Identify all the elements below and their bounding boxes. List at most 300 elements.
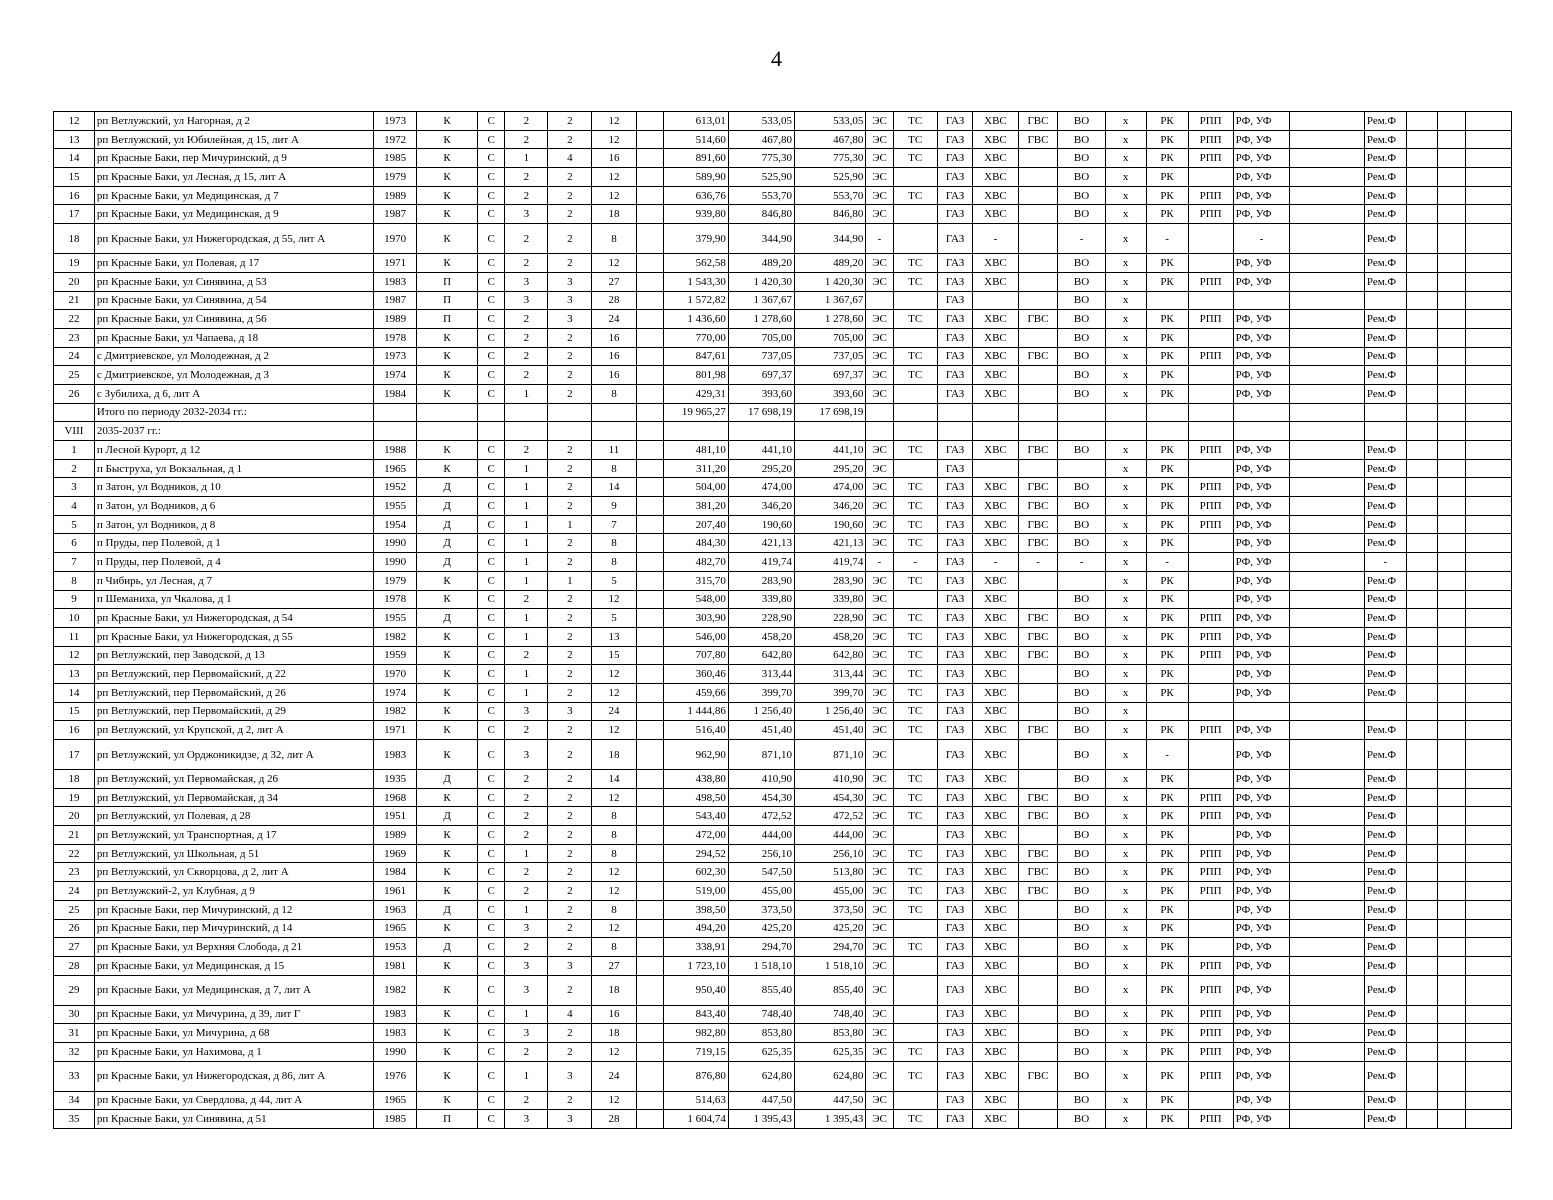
table-cell: Рем.Ф [1364,254,1406,273]
table-cell [1290,168,1365,187]
table-cell [1438,1091,1465,1110]
table-cell: К [417,863,478,882]
table-cell [1465,900,1511,919]
table-cell: ХВС [973,683,1018,702]
table-cell: ЭС [866,149,893,168]
table-cell: РФ, УФ [1233,459,1290,478]
table-cell: 12 [592,863,636,882]
table-cell: 454,30 [728,788,794,807]
table-cell: 474,00 [794,478,865,497]
page-number: 4 [771,46,782,71]
table-cell: 4 [548,1005,592,1024]
table-cell: ВО [1058,441,1105,460]
table-cell [1406,938,1437,957]
table-cell: 1970 [374,665,417,684]
table-cell: х [1105,384,1146,403]
table-cell: ВО [1058,844,1105,863]
table-cell [1018,186,1058,205]
table-cell: 472,00 [663,826,728,845]
table-cell: х [1105,553,1146,572]
table-cell: 2 [54,459,95,478]
table-cell: 562,58 [663,254,728,273]
table-cell: ГВС [1018,515,1058,534]
table-cell: РК [1146,627,1188,646]
table-cell [1018,291,1058,310]
table-cell: 514,60 [663,130,728,149]
table-cell: ВО [1058,938,1105,957]
table-cell: 846,80 [728,205,794,224]
table-cell: 1 [505,149,548,168]
table-cell: 3 [54,478,95,497]
table-cell: РК [1146,384,1188,403]
table-cell: РК [1146,646,1188,665]
table-cell: 548,00 [663,590,728,609]
table-cell: К [417,571,478,590]
table-cell [636,938,663,957]
table-cell: 982,80 [663,1024,728,1043]
table-cell: РПП [1188,310,1233,329]
table-cell: С [478,441,505,460]
table-cell: РК [1146,609,1188,628]
table-cell: 775,30 [728,149,794,168]
table-cell: 451,40 [728,721,794,740]
table-cell: ЭС [866,366,893,385]
table-cell: ВО [1058,807,1105,826]
table-row [54,149,1512,168]
table-cell: ХВС [973,384,1018,403]
table-cell: - [1364,553,1406,572]
table-row [54,366,1512,385]
table-cell [636,590,663,609]
table-cell: 2 [548,441,592,460]
table-cell: - [1233,224,1290,254]
table-cell: х [1105,310,1146,329]
table-cell: ГАЗ [937,938,973,957]
table-cell: 256,10 [728,844,794,863]
table-cell: 8 [592,900,636,919]
table-cell [1018,149,1058,168]
table-cell: К [417,224,478,254]
table-cell: ЭС [866,534,893,553]
table-cell: 410,90 [728,770,794,789]
table-cell: ЭС [866,205,893,224]
table-cell: 379,90 [663,224,728,254]
table-cell: ВО [1058,130,1105,149]
table-cell: 419,74 [794,553,865,572]
table-cell: ГАЗ [937,291,973,310]
table-cell: х [1105,497,1146,516]
table-cell: рп Красные Баки, ул Верхняя Слобода, д 21 [94,938,373,957]
table-row [54,627,1512,646]
table-cell [1188,938,1233,957]
table-cell [1188,422,1233,441]
table-cell: ТС [893,272,937,291]
table-cell: 1955 [374,497,417,516]
table-cell: 1959 [374,646,417,665]
table-cell [636,291,663,310]
table-cell: х [1105,272,1146,291]
table-cell: 3 [505,1024,548,1043]
table-cell: РК [1146,478,1188,497]
table-cell: 313,44 [794,665,865,684]
table-cell: ХВС [973,609,1018,628]
table-cell: 2 [548,130,592,149]
table-cell: х [1105,702,1146,721]
table-cell: ТС [893,844,937,863]
table-cell [1018,770,1058,789]
table-row [54,328,1512,347]
table-cell: 410,90 [794,770,865,789]
table-cell: 481,10 [663,441,728,460]
table-cell: ХВС [973,515,1018,534]
table-cell: ЭС [866,497,893,516]
table-cell [1438,1110,1465,1129]
table-cell: 1970 [374,224,417,254]
table-cell [1465,441,1511,460]
table-cell: 1935 [374,770,417,789]
table-cell: 876,80 [663,1061,728,1091]
table-cell [1438,788,1465,807]
table-cell [1406,112,1437,131]
table-cell: 29 [54,975,95,1005]
table-cell [1438,112,1465,131]
table-cell [1406,770,1437,789]
table-cell: х [1105,627,1146,646]
table-cell: РК [1146,975,1188,1005]
table-cell: К [417,627,478,646]
table-cell: п Пруды, пер Полевой, д 4 [94,553,373,572]
table-cell: 2 [548,826,592,845]
table-cell: К [417,1061,478,1091]
table-cell: ВО [1058,702,1105,721]
table-cell [636,571,663,590]
table-cell: 748,40 [794,1005,865,1024]
table-cell: ЭС [866,478,893,497]
table-cell: ТС [893,515,937,534]
table-cell: РФ, УФ [1233,807,1290,826]
table-cell: ТС [893,788,937,807]
table-cell [1290,938,1365,957]
table-cell [636,186,663,205]
table-row [54,347,1512,366]
table-row [54,844,1512,863]
table-cell: х [1105,938,1146,957]
table-cell [1290,609,1365,628]
table-cell [1465,403,1511,422]
table-cell [1438,384,1465,403]
table-row [54,478,1512,497]
table-cell: 547,50 [728,863,794,882]
table-cell [478,403,505,422]
table-cell [1018,665,1058,684]
table-cell: 514,63 [663,1091,728,1110]
table-cell: К [417,149,478,168]
table-cell: 17 [54,740,95,770]
table-cell: х [1105,975,1146,1005]
table-cell: 3 [505,1110,548,1129]
table-cell: 8 [592,826,636,845]
table-cell: ЭС [866,665,893,684]
table-cell [893,975,937,1005]
table-cell: РК [1146,441,1188,460]
table-cell: РФ, УФ [1233,497,1290,516]
table-cell [1290,1061,1365,1091]
table-row [54,770,1512,789]
table-cell: ХВС [973,1110,1018,1129]
table-cell: 12 [592,1042,636,1061]
table-cell: 2 [548,788,592,807]
table-cell: ВО [1058,1005,1105,1024]
table-cell [1018,571,1058,590]
table-cell [893,403,937,422]
table-cell: Рем.Ф [1364,497,1406,516]
table-cell: РК [1146,347,1188,366]
table-cell: ЭС [866,863,893,882]
table-cell: 625,35 [728,1042,794,1061]
table-cell [1465,627,1511,646]
table-cell: 454,30 [794,788,865,807]
table-cell: 2 [505,441,548,460]
table-cell: 1978 [374,590,417,609]
table-cell: ЭС [866,807,893,826]
table-cell: ГАЗ [937,956,973,975]
table-cell: п Затон, ул Водников, д 10 [94,478,373,497]
table-cell: 4 [54,497,95,516]
table-cell [1290,900,1365,919]
table-cell: С [478,224,505,254]
table-cell: 2 [548,627,592,646]
table-cell: 399,70 [728,683,794,702]
table-cell: РФ, УФ [1233,1024,1290,1043]
table-cell: х [1105,366,1146,385]
table-cell: рп Ветлужский, ул Первомайская, д 26 [94,770,373,789]
table-cell [1465,459,1511,478]
table-cell [1290,844,1365,863]
table-cell: ВО [1058,770,1105,789]
table-cell: РФ, УФ [1233,186,1290,205]
table-cell [1406,515,1437,534]
table-cell: х [1105,186,1146,205]
table-cell: ЭС [866,1042,893,1061]
table-cell [1406,740,1437,770]
table-cell: 8 [592,553,636,572]
table-cell [893,384,937,403]
table-cell: 12 [592,788,636,807]
table-cell [1018,366,1058,385]
table-cell: ТС [893,683,937,702]
table-cell: ГАЗ [937,1024,973,1043]
table-cell: ГВС [1018,497,1058,516]
table-cell: 2 [548,721,592,740]
table-cell [636,112,663,131]
table-cell [1188,702,1233,721]
table-cell: ГАЗ [937,826,973,845]
table-cell: ГАЗ [937,882,973,901]
table-cell: 2 [505,721,548,740]
table-cell: ГАЗ [937,272,973,291]
table-cell: 11 [54,627,95,646]
table-cell: 16 [592,347,636,366]
table-cell: 1 420,30 [794,272,865,291]
table-cell: ЭС [866,882,893,901]
table-cell: 2 [548,497,592,516]
table-cell [1406,863,1437,882]
table-cell: 5 [592,571,636,590]
table-cell: 1 367,67 [728,291,794,310]
table-cell [1290,205,1365,224]
table-cell: РФ, УФ [1233,900,1290,919]
table-cell [1290,422,1365,441]
table-cell [1290,863,1365,882]
table-cell: 1 [505,1061,548,1091]
table-cell: 295,20 [728,459,794,478]
table-cell: рп Красные Баки, ул Полевая, д 17 [94,254,373,273]
table-cell: ХВС [973,1061,1018,1091]
table-cell: Рем.Ф [1364,366,1406,385]
table-cell [1188,571,1233,590]
table-cell [1438,186,1465,205]
table-cell: РК [1146,826,1188,845]
table-cell: рп Ветлужский, ул Школьная, д 51 [94,844,373,863]
table-cell [866,403,893,422]
table-cell: РК [1146,497,1188,516]
table-cell: рп Ветлужский, ул Юбилейная, д 15, лит А [94,130,373,149]
table-cell: 1 [505,553,548,572]
table-cell [1290,740,1365,770]
table-cell: ТС [893,770,937,789]
table-cell: К [417,205,478,224]
table-cell: РК [1146,788,1188,807]
table-cell [893,1024,937,1043]
table-row [54,205,1512,224]
table-cell: ВО [1058,882,1105,901]
table-cell [1290,702,1365,721]
table-cell: х [1105,1061,1146,1091]
table-cell [1364,702,1406,721]
table-cell: 2 [548,807,592,826]
table-cell: х [1105,1091,1146,1110]
table-cell: 2 [505,770,548,789]
table-cell: РФ, УФ [1233,347,1290,366]
table-cell: - [866,224,893,254]
table-cell [937,403,973,422]
table-cell [636,1005,663,1024]
table-cell: п Быструха, ул Вокзальная, д 1 [94,459,373,478]
table-cell: ХВС [973,863,1018,882]
table-cell: 27 [54,938,95,957]
table-cell [1465,478,1511,497]
table-cell [937,422,973,441]
table-cell: 1972 [374,130,417,149]
table-cell: 1971 [374,254,417,273]
table-cell: ТС [893,702,937,721]
table-cell: РФ, УФ [1233,254,1290,273]
table-cell: 467,80 [794,130,865,149]
table-cell [54,403,95,422]
table-cell: 489,20 [794,254,865,273]
table-cell: 1 [505,478,548,497]
table-cell: РК [1146,863,1188,882]
table-cell: 1990 [374,553,417,572]
table-cell: ТС [893,807,937,826]
table-row [54,863,1512,882]
table-cell: ВО [1058,1061,1105,1091]
table-cell [1406,272,1437,291]
table-cell: 1982 [374,627,417,646]
table-cell [1438,590,1465,609]
table-cell: х [1105,459,1146,478]
table-cell: 1976 [374,1061,417,1091]
table-cell: 12 [54,646,95,665]
table-cell: ТС [893,1110,937,1129]
table-cell: х [1105,919,1146,938]
table-cell [636,1110,663,1129]
table-cell [1290,224,1365,254]
table-cell: ВО [1058,272,1105,291]
table-cell: 303,90 [663,609,728,628]
table-cell [1465,1091,1511,1110]
table-cell: 16 [592,149,636,168]
table-cell: ВО [1058,347,1105,366]
table-cell [636,272,663,291]
table-cell: С [478,347,505,366]
table-cell [1465,224,1511,254]
table-cell: 801,98 [663,366,728,385]
table-cell [1290,590,1365,609]
table-cell: Рем.Ф [1364,186,1406,205]
table-cell: ГАЗ [937,366,973,385]
table-cell [1018,272,1058,291]
table-cell [1290,534,1365,553]
table-cell: П [417,291,478,310]
table-cell [636,149,663,168]
table-cell: 1953 [374,938,417,957]
table-cell [1018,702,1058,721]
table-cell: 624,80 [794,1061,865,1091]
table-cell: 2 [548,938,592,957]
table-cell [636,627,663,646]
table-cell: ГАЗ [937,900,973,919]
table-cell [1290,515,1365,534]
table-cell: 23 [54,863,95,882]
table-cell: Рем.Ф [1364,646,1406,665]
table-cell [1438,938,1465,957]
table-cell: ЭС [866,1110,893,1129]
table-cell: 455,00 [728,882,794,901]
table-cell: 1 [505,497,548,516]
table-cell: Рем.Ф [1364,627,1406,646]
table-cell: 2 [548,254,592,273]
table-cell: ХВС [973,497,1018,516]
table-cell: К [417,168,478,187]
table-cell: РК [1146,956,1188,975]
table-cell: 438,80 [663,770,728,789]
table-cell: ЭС [866,844,893,863]
table-cell [1290,1110,1365,1129]
table-cell: РПП [1188,149,1233,168]
table-cell: 1981 [374,956,417,975]
table-cell: РК [1146,1042,1188,1061]
table-cell: 2 [548,478,592,497]
table-cell [893,291,937,310]
table-cell: 17 698,19 [728,403,794,422]
table-cell [1465,310,1511,329]
table-cell: х [1105,130,1146,149]
table-cell [1465,1110,1511,1129]
table-cell: РК [1146,205,1188,224]
table-cell: 1 723,10 [663,956,728,975]
table-cell [1290,882,1365,901]
